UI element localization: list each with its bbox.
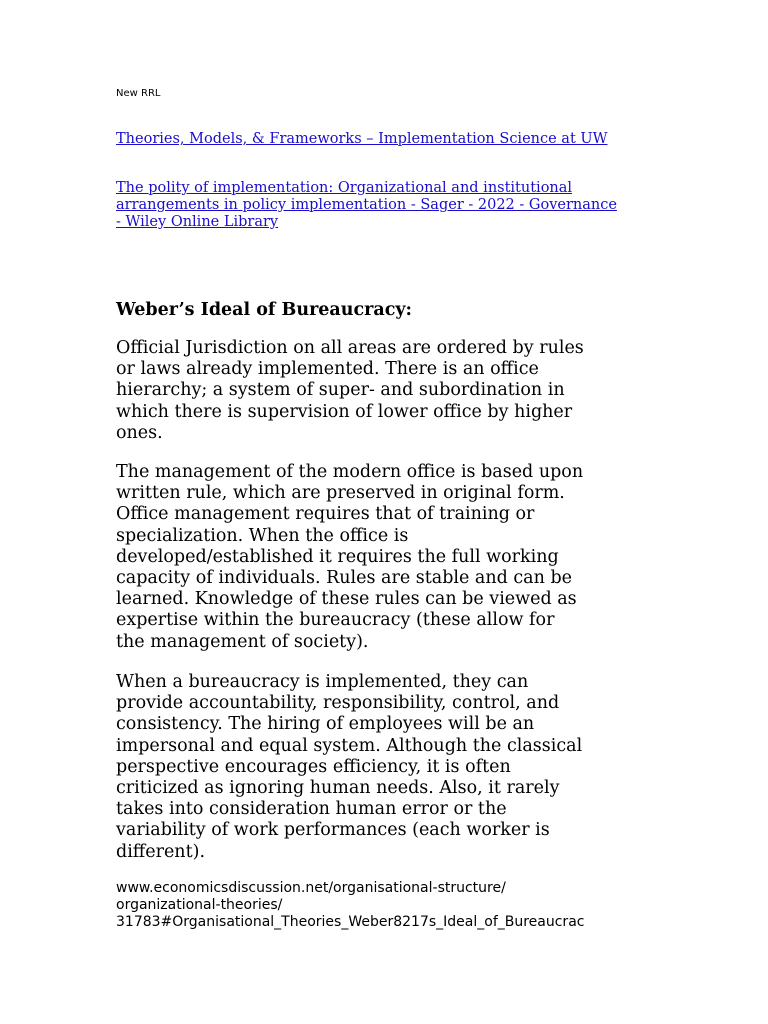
paragraph-implementation: When a bureaucracy is implemented, they can provide accountability, responsibility, control, and consistency. The hiring of employees will be an impersonal and equal system. Although the classical perspective encourages efficiency, it is often criticized as ignoring human needs. Also, it rarely takes into consideration human error or the variability of work performances (each worker is different). (116, 672, 583, 862)
link-theories-models-frameworks[interactable]: Theories, Models, & Frameworks – Implementation Science at UW (116, 131, 608, 147)
link-polity-of-implementation[interactable]: The polity of implementation: Organizational and institutional arrangements in policy implementation - Sager - 2022 - Governance - Wiley Online Library (116, 180, 617, 230)
paragraph-jurisdiction: Official Jurisdiction on all areas are ordered by rules or laws already implemented. There is an office hierarchy; a system of super- and subordination in which there is supervision of lower office by higher ones. (116, 338, 584, 443)
source-url: www.economicsdiscussion.net/organisational-structure/ organizational-theories/ 31783#Organisational_Theories_Weber8217s_Ideal_of_Bureaucrac (116, 880, 585, 930)
document-label: New RRL (116, 88, 161, 99)
section-heading: Weber’s Ideal of Bureaucracy: (116, 300, 412, 320)
paragraph-management: The management of the modern office is based upon written rule, which are preserved in original form. Office management requires that of training or specialization. When the office is developed/established it requires the full working capacity of individuals. Rules are stable and can be learned. Knowledge of these rules can be viewed as expertise within the bureaucracy (these allow for the management of society). (116, 462, 584, 652)
